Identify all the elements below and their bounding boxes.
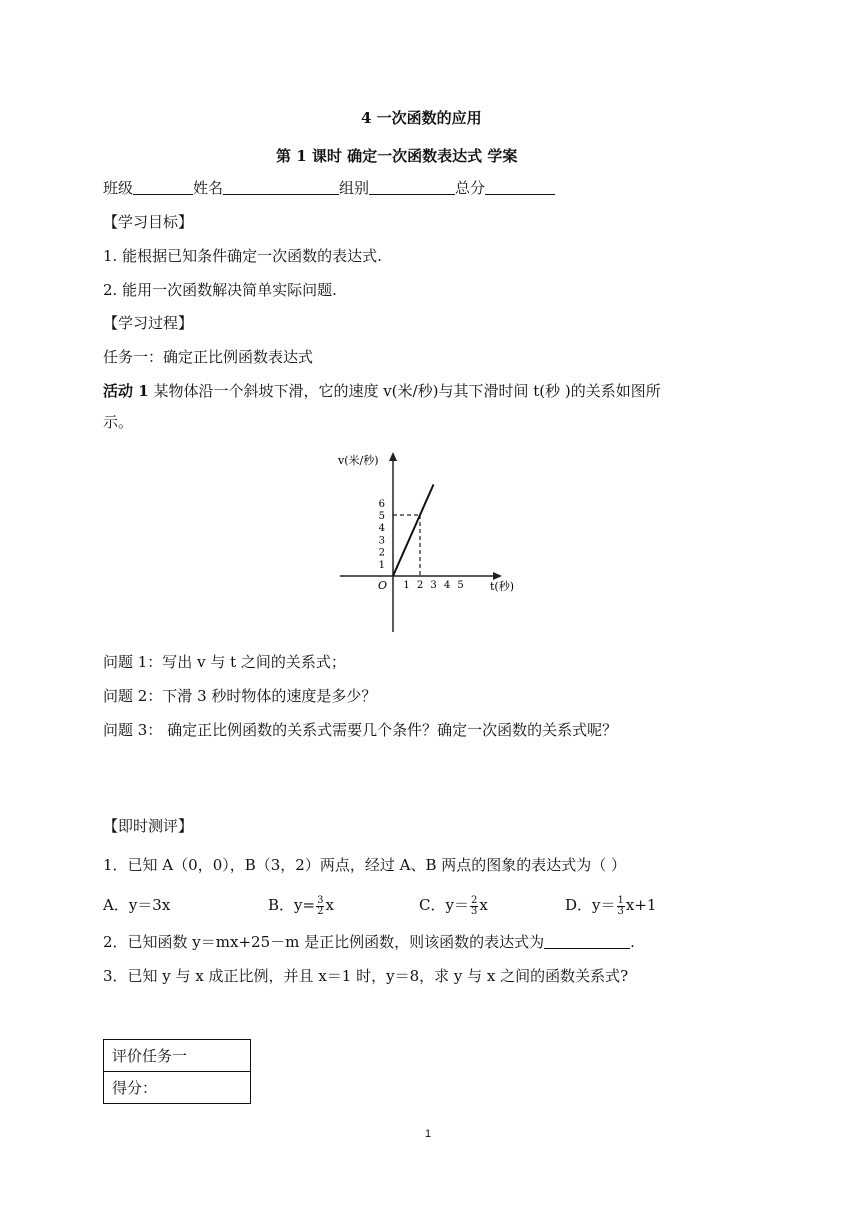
- goals-heading: 【学习目标】: [103, 213, 194, 231]
- x-tick-label: 2: [416, 580, 424, 591]
- evaluation-task-cell: 评价任务一: [104, 1040, 251, 1072]
- process-heading: 【学习过程】: [103, 314, 194, 332]
- option-c-fraction: $\frac{2}{3}$: [470, 894, 478, 917]
- activity-text: 某物体沿一个斜坡下滑，它的速度 v(米/秒)与其下滑时间 t(秒 )的关系如图所: [148, 382, 661, 400]
- activity-label: 活动 1: [103, 382, 149, 400]
- name-blank[interactable]: [223, 178, 339, 195]
- y-tick-label: 4: [378, 523, 385, 535]
- student-info-line: [103, 178, 555, 198]
- class-label: 班级: [103, 179, 134, 197]
- x-tick-label: 3: [430, 580, 437, 591]
- y-tick-label: 6: [378, 498, 385, 510]
- option-c: C．y＝ $\frac{2}{3}$ x: [419, 894, 488, 917]
- quiz-q3: 3．已知 y 与 x 成正比例，并且 x＝1 时，y＝8，求 y 与 x 之间的函数关系式?: [103, 967, 629, 985]
- y-tick-label: 5: [378, 511, 385, 522]
- doc-subtitle: 第 1 课时 确定一次函数表达式 学案: [276, 147, 518, 165]
- velocity-time-graph: [330, 450, 515, 635]
- x-tick-label: 1: [403, 580, 410, 591]
- y-tick-label: 2: [378, 547, 385, 559]
- option-b-fraction: $\frac{3}{2}$: [317, 894, 324, 917]
- q2-answer-blank[interactable]: [544, 932, 630, 949]
- name-label: 姓名: [193, 179, 224, 197]
- evaluation-score-cell[interactable]: 得分：: [104, 1072, 251, 1104]
- quiz-q1: 1．已知 A（0，0），B（3，2）两点，经过 A、B 两点的图象的表达式为（ ）: [103, 856, 627, 874]
- page-number: 1: [425, 1128, 432, 1140]
- x-tick-label: 5: [457, 580, 464, 591]
- score-blank[interactable]: [485, 178, 555, 195]
- quiz-heading: 【即时测评】: [103, 817, 194, 835]
- evaluation-table: [103, 1039, 251, 1104]
- option-d: D．y＝ $\frac{1}{3}$ x+1: [565, 894, 657, 917]
- quiz-q2: 2．已知函数 y＝mx+25－m 是正比例函数，则该函数的表达式为 .: [103, 933, 635, 951]
- activity-1-cont: 示。: [103, 413, 134, 431]
- question-3: 问题 3： 确定正比例函数的关系式需要几个条件？确定一次函数的关系式呢？: [103, 721, 618, 739]
- y-tick-labels: [379, 499, 385, 571]
- option-b: B．y= $\frac{3}{2}$ x: [268, 894, 334, 917]
- plot-area: [393, 485, 434, 577]
- group-label: 组别: [339, 179, 370, 197]
- task1-heading: 任务一：确定正比例函数表达式: [103, 348, 314, 366]
- option-d-fraction: $\frac{1}{3}$: [617, 894, 624, 917]
- option-a: A．y＝3x: [103, 896, 171, 914]
- y-axis-arrow: [389, 452, 397, 461]
- question-2: 问题 2：下滑 3 秒时物体的速度是多少？: [103, 687, 377, 705]
- origin-label: O: [378, 579, 388, 592]
- x-axis-label: t(秒): [490, 580, 515, 593]
- y-axis-label: v(米/秒): [338, 454, 379, 467]
- x-axis-arrow: [493, 572, 502, 580]
- x-tick-labels: [403, 580, 463, 591]
- score-label: 总分: [455, 179, 486, 197]
- goal-item-1: 1. 能根据已知条件确定一次函数的表达式.: [103, 247, 382, 265]
- class-blank[interactable]: [133, 178, 193, 195]
- doc-title: 4 一次函数的应用: [361, 109, 482, 127]
- x-tick-label: 4: [443, 580, 451, 591]
- y-tick-label: 3: [378, 535, 385, 547]
- question-1: 问题 1：写出 v 与 t 之间的关系式；: [103, 653, 346, 671]
- velocity-line: [393, 485, 434, 577]
- y-tick-label: 1: [378, 559, 385, 571]
- goal-item-2: 2. 能用一次函数解决简单实际问题.: [103, 281, 337, 299]
- group-blank[interactable]: [369, 178, 455, 195]
- activity-1: [103, 381, 661, 401]
